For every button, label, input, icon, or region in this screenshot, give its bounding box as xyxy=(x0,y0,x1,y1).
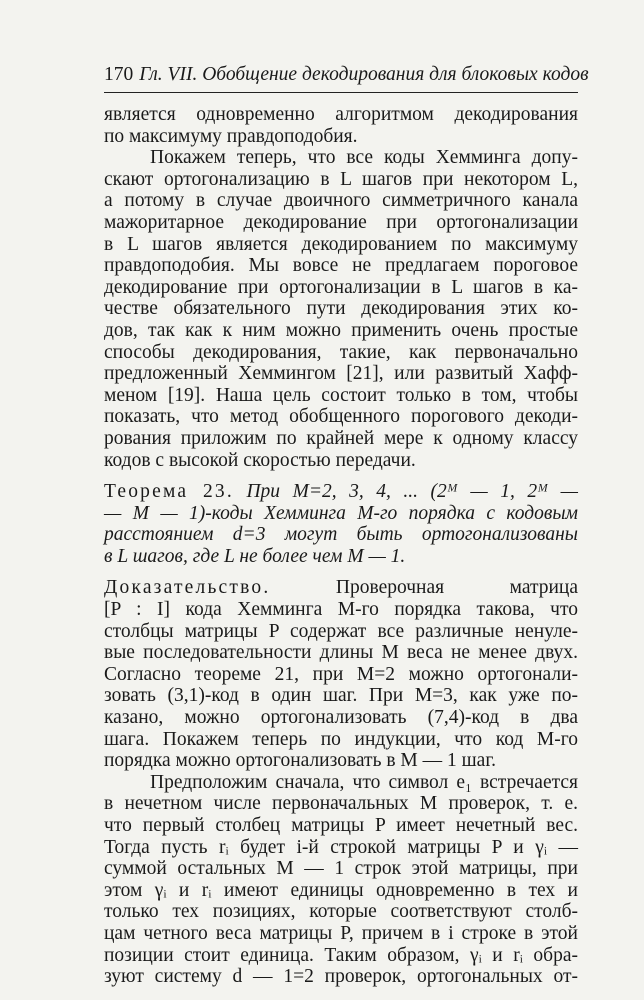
text-line: зовать (3,1)-код в один шаг. При M=3, как уже по- xyxy=(104,685,578,707)
text-line: суммой остальных M — 1 строк этой матрицы, при xyxy=(104,858,578,880)
text-line: меном [19]. Наша цель состоит только в том, чтобы xyxy=(104,384,578,406)
text-line: Тогда пусть rᵢ будет i-й строкой матрицы P и γᵢ — xyxy=(104,836,578,858)
text-line: дов, так как к ним можно применить очень простые xyxy=(104,319,578,341)
text-line: позиции стоит единица. Таким образом, γᵢ и rᵢ обра- xyxy=(104,944,578,966)
running-title: Гл. VII. Обобщение декодирования для блоковых кодов xyxy=(139,64,589,85)
proof-label: Доказательство. xyxy=(104,577,271,599)
theorem-line: расстоянием d=3 могут быть ортогонализованы xyxy=(104,524,578,546)
text-line: а потому в случае двоичного симметричного канала xyxy=(104,190,578,212)
proof-first-line xyxy=(104,577,578,599)
text-line: Согласно теореме 21, при M=2 можно ортогонали- xyxy=(104,663,578,685)
text-line: вые последовательности длины M веса не менее двух. xyxy=(104,642,578,664)
running-header xyxy=(104,62,589,88)
text-line: в нечетном числе первоначальных M проверок, т. е. xyxy=(104,793,578,815)
text-line: Предположим сначала, что символ e₁ встречается xyxy=(150,771,578,793)
text-line: мажоритарное декодирование при ортогонализации xyxy=(104,211,578,233)
page-number: 170 xyxy=(104,64,134,85)
text-line: правдоподобия. Мы вовсе не предлагаем пороговое xyxy=(104,255,578,277)
text-line: Покажем теперь, что все коды Хемминга допу- xyxy=(150,147,578,169)
header-rule xyxy=(104,92,578,93)
text-line: что первый столбец матрицы P имеет нечетный вес. xyxy=(104,815,578,836)
text-line: в L шагов является декодированием по максимуму xyxy=(104,233,578,255)
proof-text: Проверочная матрица xyxy=(335,577,578,599)
text-line: рования приложим по крайней мере к одному классу xyxy=(104,427,578,449)
text-line: казано, можно ортогонализовать (7,4)-код в два xyxy=(104,707,578,729)
text-line: цам четного веса матрицы P, причем в i строке в этой xyxy=(104,922,578,944)
text-line: [P : I] кода Хемминга M-го порядка такова, что xyxy=(104,599,578,621)
text-line: зуют систему d — 1=2 проверок, ортогональных от- xyxy=(104,966,578,988)
text-line: предложенный Хеммингом [21], или развитый Хафф- xyxy=(104,363,578,385)
text-line: порядка можно ортогонализовать в M — 1 шаг. xyxy=(104,750,496,772)
body-text xyxy=(104,104,578,988)
text-line: по максимуму правдоподобия. xyxy=(104,125,358,147)
theorem-label: Теорема 23. xyxy=(104,481,234,503)
text-line: способы декодирования, такие, как первоначально xyxy=(104,341,578,363)
text-line: является одновременно алгоритмом декодирования xyxy=(104,104,578,125)
text-line: честве обязательного пути декодирования этих ко- xyxy=(104,298,578,320)
text-line: показать, что метод обобщенного порогового декоди- xyxy=(104,406,578,428)
theorem-line: в L шагов, где L не более чем M — 1. xyxy=(104,545,406,567)
text-line: скают ортогонализацию в L шагов при некотором L, xyxy=(104,168,578,190)
theorem-text: При M=2, 3, 4, ... (2ᴹ — 1, 2ᴹ — xyxy=(246,481,579,503)
text-line: шага. Покажем теперь по индукции, что код M-го xyxy=(104,728,578,750)
text-line: только тех позициях, которые соответствуют столб- xyxy=(104,901,578,923)
text-line: декодирование при ортогонализации в L шагов в ка- xyxy=(104,276,578,298)
theorem-line: — M — 1)-коды Хемминга M-го порядка с кодовым xyxy=(104,502,578,524)
text-line: столбцы матрицы P содержат все различные ненуле- xyxy=(104,620,578,642)
theorem-first-line xyxy=(104,481,578,503)
text-line: этом γᵢ и rᵢ имеют единицы одновременно в тех и xyxy=(104,879,578,901)
text-line: кодов с высокой скоростью передачи. xyxy=(104,449,416,471)
